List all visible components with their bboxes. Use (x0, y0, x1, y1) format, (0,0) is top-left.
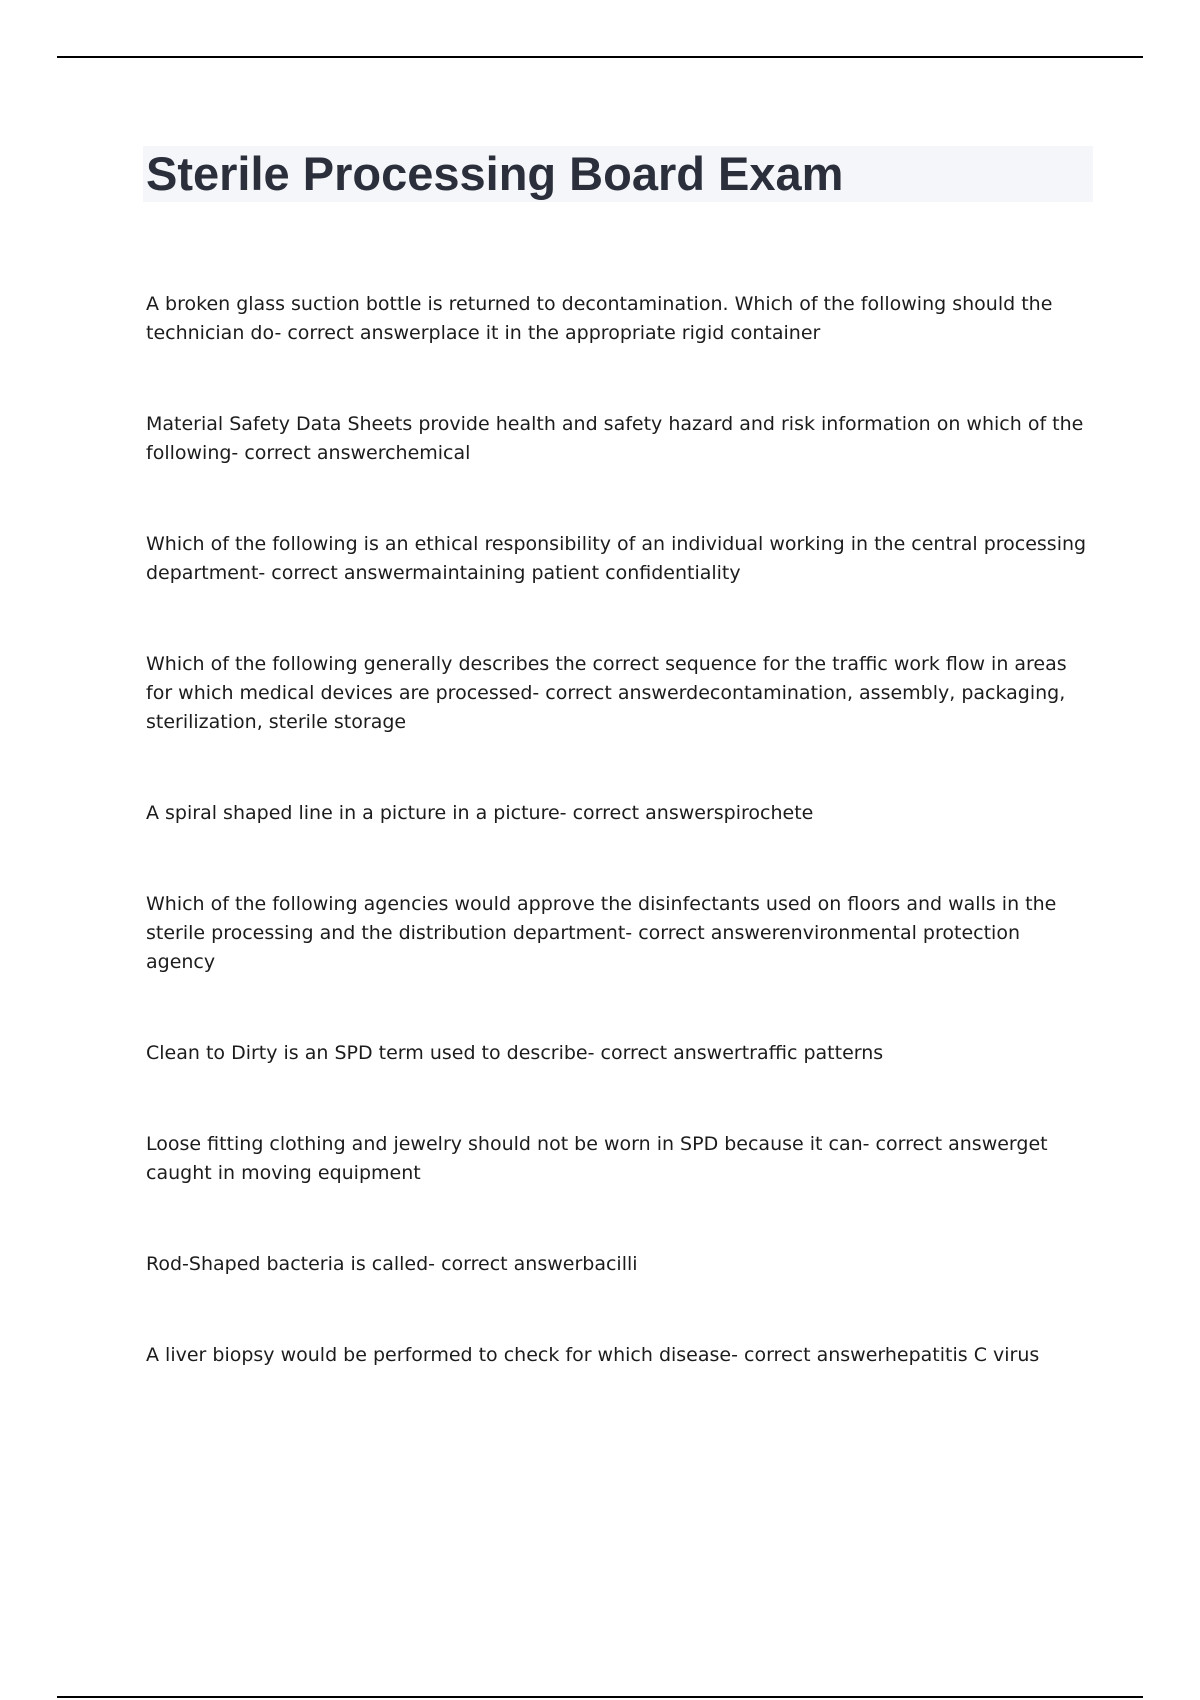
question-text: Material Safety Data Sheets provide health and safety hazard and risk information on which of the following (146, 413, 1084, 464)
answer-marker: - correct answer (625, 922, 779, 944)
qa-item (146, 1130, 1091, 1188)
question-text: A broken glass suction bottle is returned to decontamination. Which of the following should the technician do (146, 293, 1053, 344)
qa-item (146, 290, 1091, 348)
answer-text: chemical (385, 442, 471, 464)
answer-text: environmental protection agency (146, 922, 1020, 973)
answer-marker: - correct answer (532, 682, 687, 704)
answer-marker: - correct answer (731, 1344, 885, 1366)
qa-item (146, 1341, 1091, 1370)
question-text: Loose fitting clothing and jewelry should not be worn in SPD because it can (146, 1133, 863, 1155)
question-text: Clean to Dirty is an SPD term used to describe (146, 1042, 588, 1064)
answer-marker: - correct answer (428, 1253, 583, 1275)
top-rule (57, 56, 1143, 58)
answer-text: get caught in moving equipment (146, 1133, 1048, 1184)
qa-item (146, 1039, 1091, 1068)
bottom-rule (57, 1696, 1143, 1698)
qa-item (146, 1250, 1091, 1279)
answer-marker: - correct answer (559, 802, 714, 824)
question-text: Rod-Shaped bacteria is called (146, 1253, 429, 1275)
answer-text: place it in the appropriate rigid container (428, 322, 821, 344)
answer-marker: - correct answer (274, 322, 429, 344)
qa-item (146, 890, 1091, 977)
question-text: Which of the following is an ethical responsibility of an individual working in the central processing department (146, 533, 1087, 584)
qa-item (146, 799, 1091, 828)
page-title: Sterile Processing Board Exam (146, 147, 844, 200)
answer-text: decontamination, assembly, packaging, sterilization, sterile storage (146, 682, 1066, 733)
qa-item (146, 530, 1091, 588)
answer-marker: - correct answer (258, 562, 413, 584)
answer-text: spirochete (713, 802, 814, 824)
qa-list (146, 290, 1091, 1432)
qa-item (146, 410, 1091, 468)
question-text: Which of the following generally describes the correct sequence for the traffic work flow in areas for which medical devices are processed (146, 653, 1067, 704)
question-text: Which of the following agencies would approve the disinfectants used on floors and walls in the sterile processing and the distribution department (146, 893, 1057, 944)
question-text: A liver biopsy would be performed to check for which disease (146, 1344, 732, 1366)
question-text: A spiral shaped line in a picture in a picture (146, 802, 560, 824)
answer-text: traffic patterns (741, 1042, 884, 1064)
answer-text: maintaining patient confidentiality (412, 562, 741, 584)
answer-marker: - correct answer (231, 442, 386, 464)
answer-text: bacilli (582, 1253, 638, 1275)
answer-marker: - correct answer (862, 1133, 1017, 1155)
answer-marker: - correct answer (587, 1042, 742, 1064)
answer-text: hepatitis C virus (884, 1344, 1040, 1366)
qa-item (146, 650, 1091, 737)
